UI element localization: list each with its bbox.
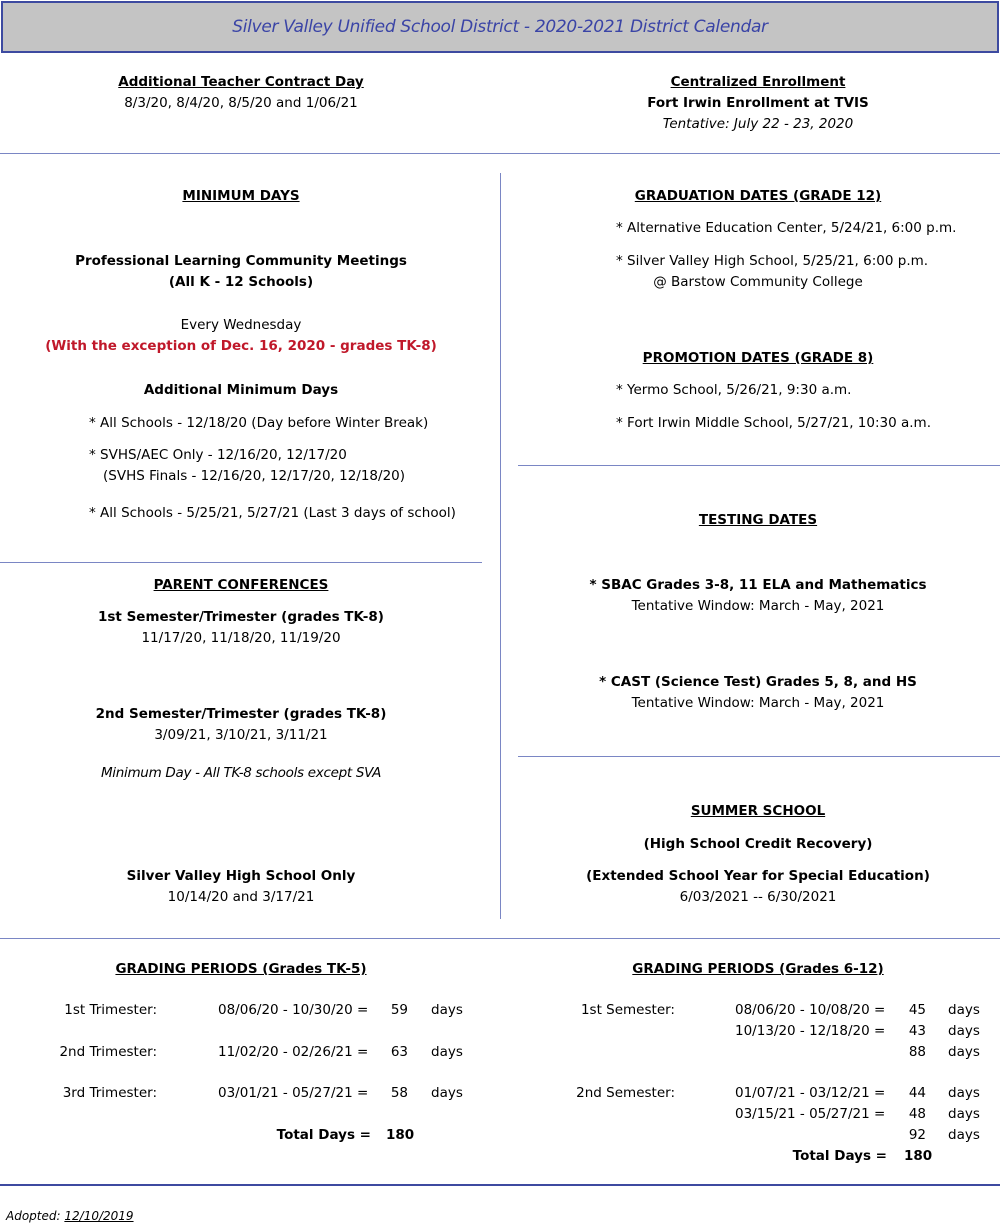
every-wednesday: Every Wednesday [180, 317, 302, 333]
divider [0, 1184, 1000, 1186]
graduation-aec: * Alternative Education Center, 5/24/21, 6:00 p.m. [616, 220, 957, 236]
trimester-days: 59 [390, 1002, 408, 1018]
column-divider [500, 173, 501, 919]
total-days-value: 180 [904, 1148, 933, 1164]
divider [518, 465, 1000, 466]
plc-line1: Professional Learning Community Meetings [75, 253, 407, 269]
total-days-label: Total Days = [276, 1127, 371, 1143]
summer-esy: (Extended School Year for Special Education) [586, 868, 930, 884]
list-item: * All Schools - 5/25/21, 5/27/21 (Last 3 days of school) [89, 505, 456, 521]
cast-window: Tentative Window: March - May, 2021 [631, 695, 885, 711]
total-days-label: Total Days = [792, 1148, 887, 1164]
teacher-day-dates: 8/3/20, 8/4/20, 8/5/20 and 1/06/21 [124, 95, 358, 111]
semester-label: 1st Semester: [580, 1002, 675, 1018]
exception-note: (With the exception of Dec. 16, 2020 - grades TK-8) [45, 338, 437, 354]
trimester-label: 3rd Trimester: [62, 1085, 157, 1101]
semester-days: 45 [908, 1002, 926, 1018]
semester-days: 43 [908, 1023, 926, 1039]
promotion-heading: PROMOTION DATES (GRADE 8) [642, 350, 874, 366]
days-unit: days [948, 1127, 980, 1143]
additional-min-heading: Additional Minimum Days [143, 382, 339, 398]
adopted-footer [6, 1209, 134, 1223]
days-unit: days [431, 1085, 463, 1101]
trimester-label: 1st Trimester: [64, 1002, 157, 1018]
days-unit: days [431, 1002, 463, 1018]
calendar-header [1, 1, 999, 53]
adopted-label: Adopted: [6, 1209, 61, 1223]
summer-heading: SUMMER SCHOOL [690, 803, 826, 819]
summer-dates: 6/03/2021 -- 6/30/2021 [679, 889, 837, 905]
graduation-venue: @ Barstow Community College [653, 274, 863, 290]
plc-line2: (All K - 12 Schools) [168, 274, 314, 290]
trimester-range: 03/01/21 - 05/27/21 = [218, 1085, 369, 1101]
list-item: * All Schools - 12/18/20 (Day before Winter Break) [89, 415, 429, 431]
trimester-label: 2nd Trimester: [59, 1044, 157, 1060]
semester-range: 03/15/21 - 05/27/21 = [735, 1106, 886, 1122]
semester-label: 2nd Semester: [576, 1085, 675, 1101]
graduation-svhs: * Silver Valley High School, 5/25/21, 6:00 p.m. [616, 253, 929, 269]
trimester-days: 63 [390, 1044, 408, 1060]
trimester-range: 08/06/20 - 10/30/20 = [218, 1002, 369, 1018]
divider [0, 562, 482, 563]
days-unit: days [431, 1044, 463, 1060]
days-unit: days [948, 1002, 980, 1018]
enrollment-heading: Centralized Enrollment [670, 74, 846, 90]
days-unit: days [948, 1106, 980, 1122]
semester-subtotal: 88 [908, 1044, 926, 1060]
svhs-heading: Silver Valley High School Only [126, 868, 356, 884]
trimester-range: 11/02/20 - 02/26/21 = [218, 1044, 369, 1060]
sem2-heading: 2nd Semester/Trimester (grades TK-8) [95, 706, 387, 722]
minimum-days-heading: MINIMUM DAYS [182, 188, 300, 204]
semester-days: 44 [908, 1085, 926, 1101]
enrollment-sub: Fort Irwin Enrollment at TVIS [647, 95, 869, 111]
sem2-dates: 3/09/21, 3/10/21, 3/11/21 [154, 727, 328, 743]
page-title: Silver Valley Unified School District - 2020-2021 District Calendar [232, 17, 768, 37]
testing-heading: TESTING DATES [698, 512, 818, 528]
semester-range: 08/06/20 - 10/08/20 = [735, 1002, 886, 1018]
list-item: (SVHS Finals - 12/16/20, 12/17/20, 12/18/20) [103, 468, 406, 484]
trimester-days: 58 [390, 1085, 408, 1101]
promotion-yermo: * Yermo School, 5/26/21, 9:30 a.m. [616, 382, 852, 398]
semester-range: 01/07/21 - 03/12/21 = [735, 1085, 886, 1101]
sem1-heading: 1st Semester/Trimester (grades TK-8) [98, 609, 384, 625]
cast-line: * CAST (Science Test) Grades 5, 8, and HS [599, 674, 917, 690]
divider [518, 756, 1000, 757]
divider [0, 938, 1000, 939]
sem1-dates: 11/17/20, 11/18/20, 11/19/20 [141, 630, 341, 646]
grading-612-heading: GRADING PERIODS (Grades 6-12) [632, 961, 884, 977]
days-unit: days [948, 1023, 980, 1039]
svhs-dates: 10/14/20 and 3/17/21 [167, 889, 315, 905]
total-days-value: 180 [386, 1127, 415, 1143]
days-unit: days [948, 1044, 980, 1060]
teacher-day-heading: Additional Teacher Contract Day [118, 74, 364, 90]
parent-conf-heading: PARENT CONFERENCES [153, 577, 329, 593]
semester-range: 10/13/20 - 12/18/20 = [735, 1023, 886, 1039]
semester-subtotal: 92 [908, 1127, 926, 1143]
promotion-fort: * Fort Irwin Middle School, 5/27/21, 10:30 a.m. [616, 415, 932, 431]
graduation-heading: GRADUATION DATES (GRADE 12) [634, 188, 882, 204]
min-day-note: Minimum Day - All TK-8 schools except SVA [100, 765, 382, 781]
list-item: * SVHS/AEC Only - 12/16/20, 12/17/20 [89, 447, 347, 463]
grading-tk5-heading: GRADING PERIODS (Grades TK-5) [115, 961, 367, 977]
days-unit: days [948, 1085, 980, 1101]
adopted-date: 12/10/2019 [64, 1209, 134, 1223]
sbac-line: * SBAC Grades 3-8, 11 ELA and Mathematics [589, 577, 927, 593]
enrollment-tentative: Tentative: July 22 - 23, 2020 [662, 116, 854, 132]
divider [0, 153, 1000, 154]
sbac-window: Tentative Window: March - May, 2021 [631, 598, 885, 614]
semester-days: 48 [908, 1106, 926, 1122]
summer-credit: (High School Credit Recovery) [643, 836, 873, 852]
